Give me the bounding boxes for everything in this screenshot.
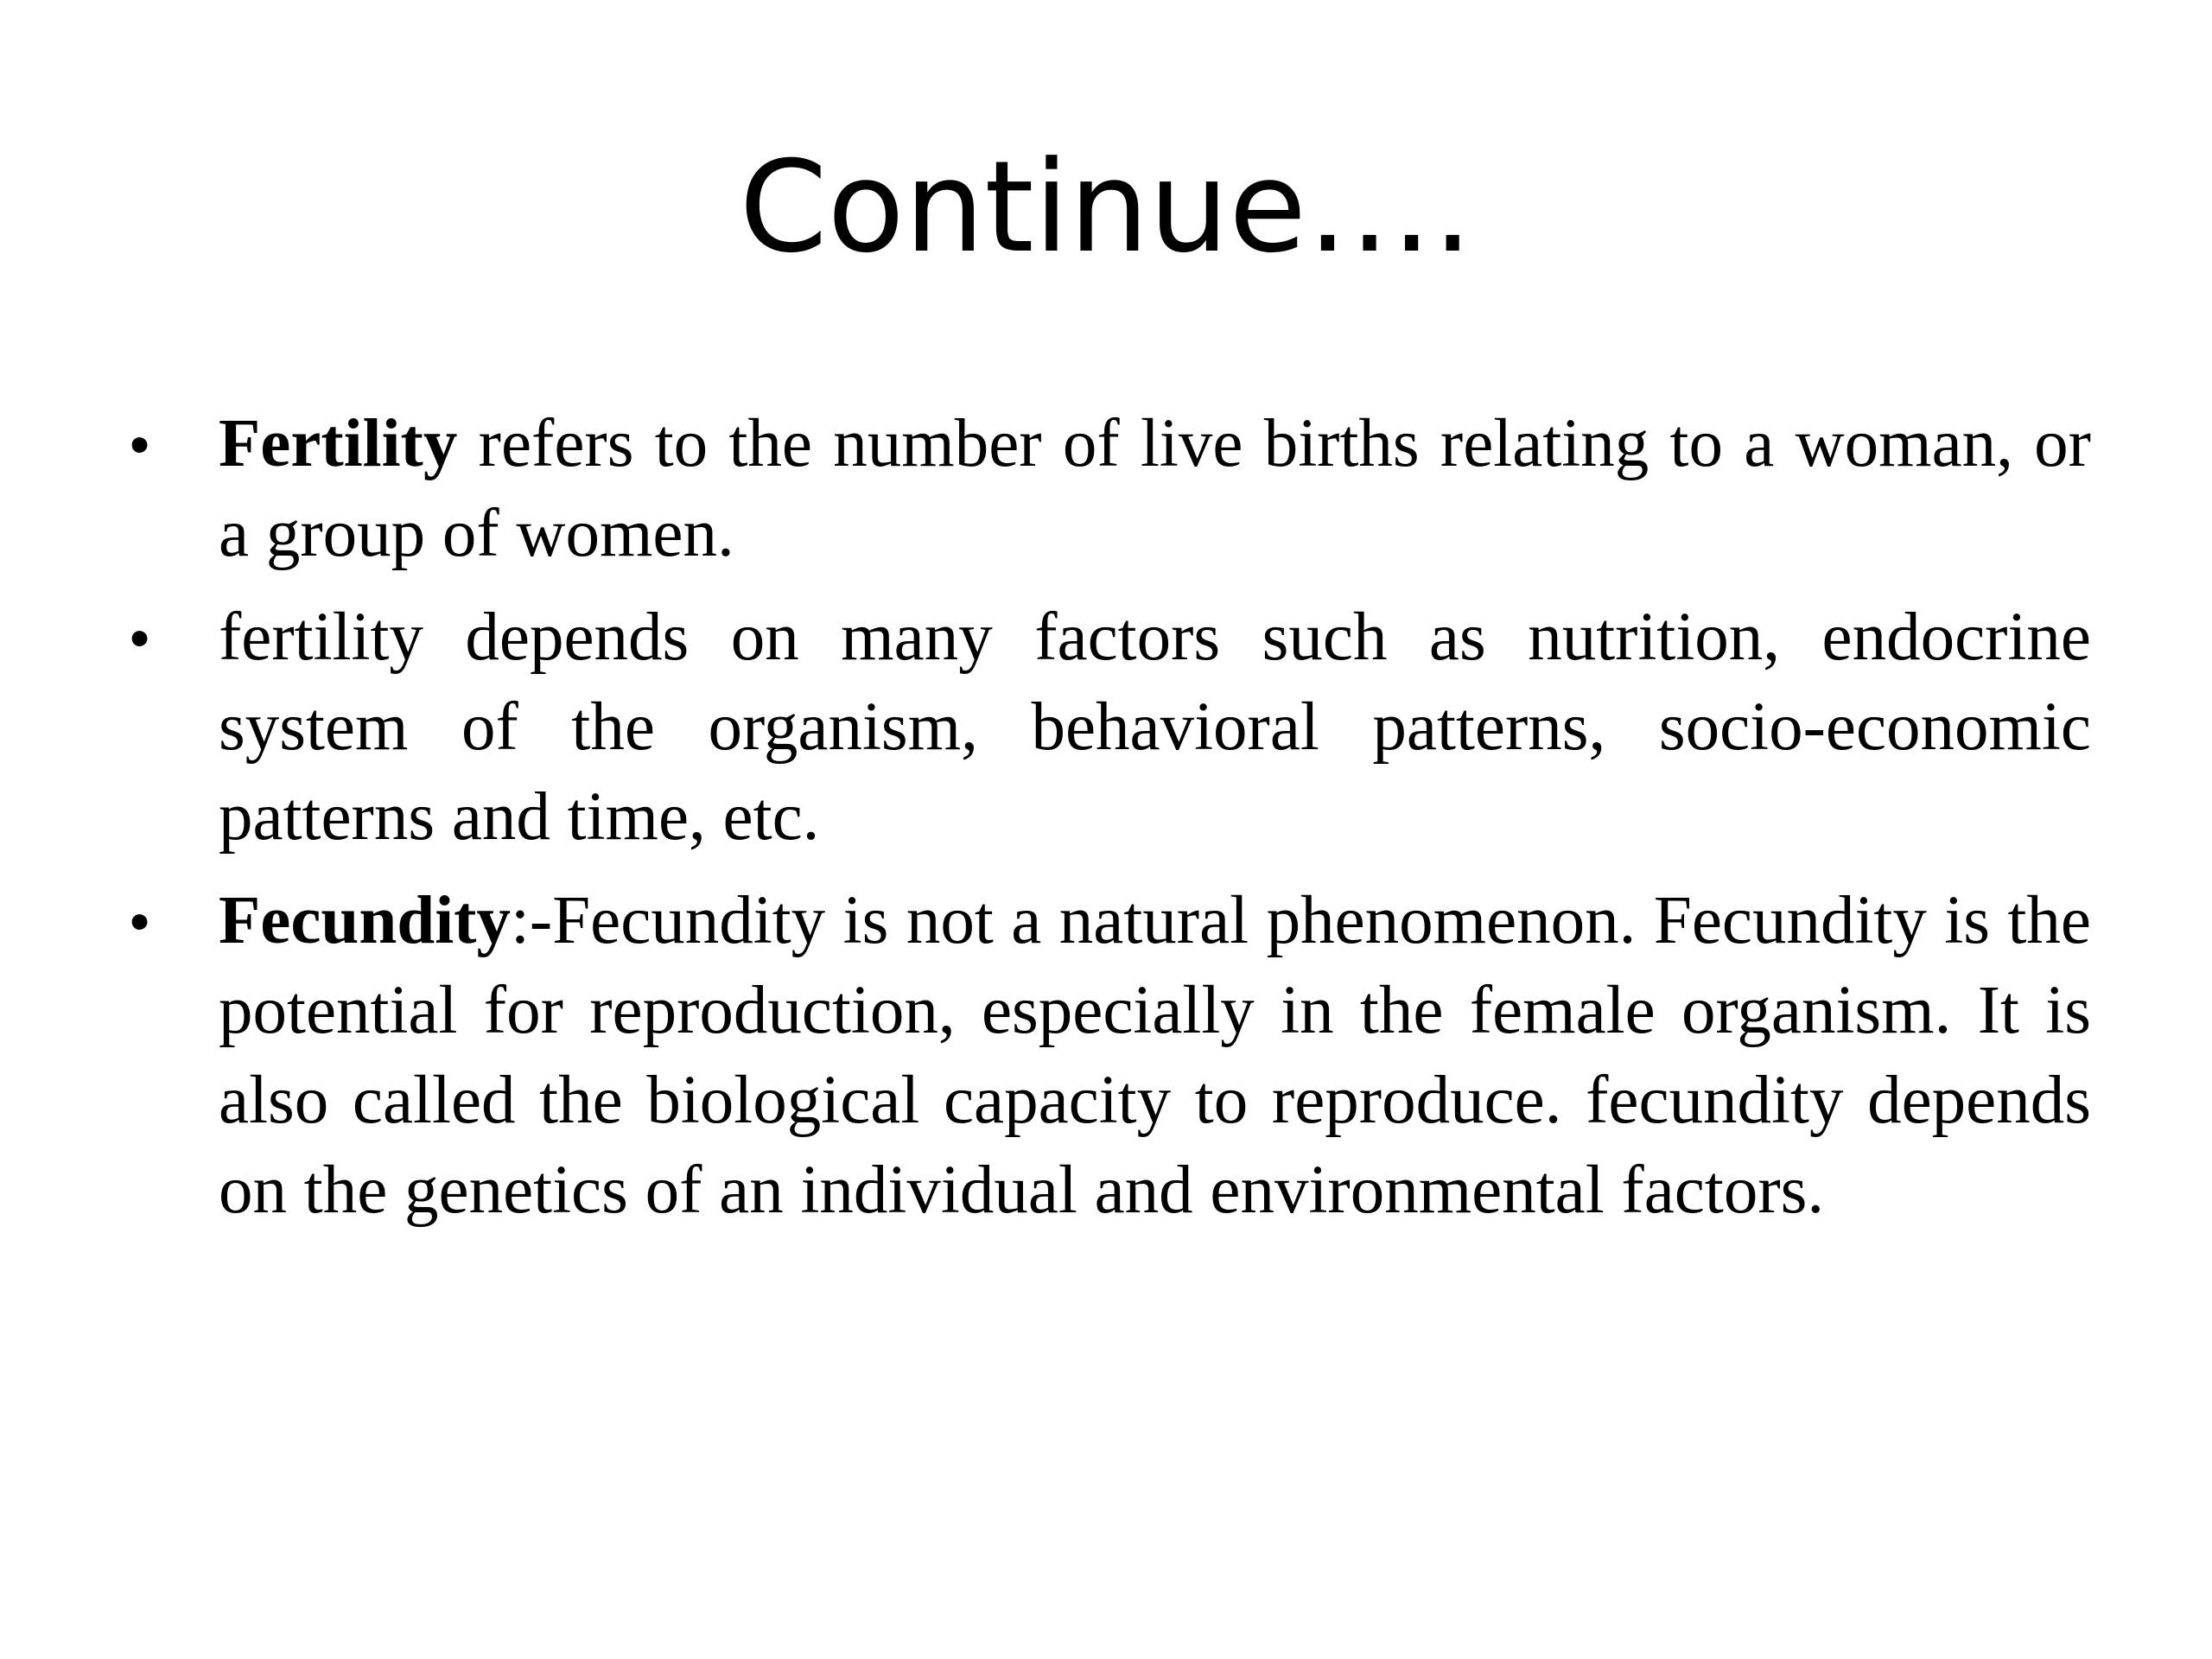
bullet-list — [130, 399, 2091, 1249]
bullet-icon: • — [130, 606, 150, 670]
bullet-text: :-Fecundity is not a natural phenomenon. Fecundity is the potential for reproduction, especially in the female organism. It is also called the biological capacity to reproduce. fecundity depends on the genetics of an individual and environmental factors. — [219, 883, 2091, 1228]
slide-title: Continue…. — [739, 134, 1473, 281]
bullet-text: fertility depends on many factors such as nutrition, endocrine system of the organism, behavioral patterns, socio-economic patterns and time, etc. — [219, 600, 2091, 855]
bullet-item-fertility — [130, 399, 2091, 579]
bullet-item-fertility-factors — [130, 593, 2091, 862]
term-fertility: Fertility — [219, 406, 458, 481]
bullet-item-fecundity — [130, 876, 2091, 1236]
bullet-icon: • — [130, 889, 150, 953]
bullet-icon: • — [130, 412, 150, 476]
bullet-text: refers to the number of live births relating to a woman, or a group of women. — [219, 406, 2091, 571]
term-fecundity: Fecundity — [219, 883, 511, 958]
